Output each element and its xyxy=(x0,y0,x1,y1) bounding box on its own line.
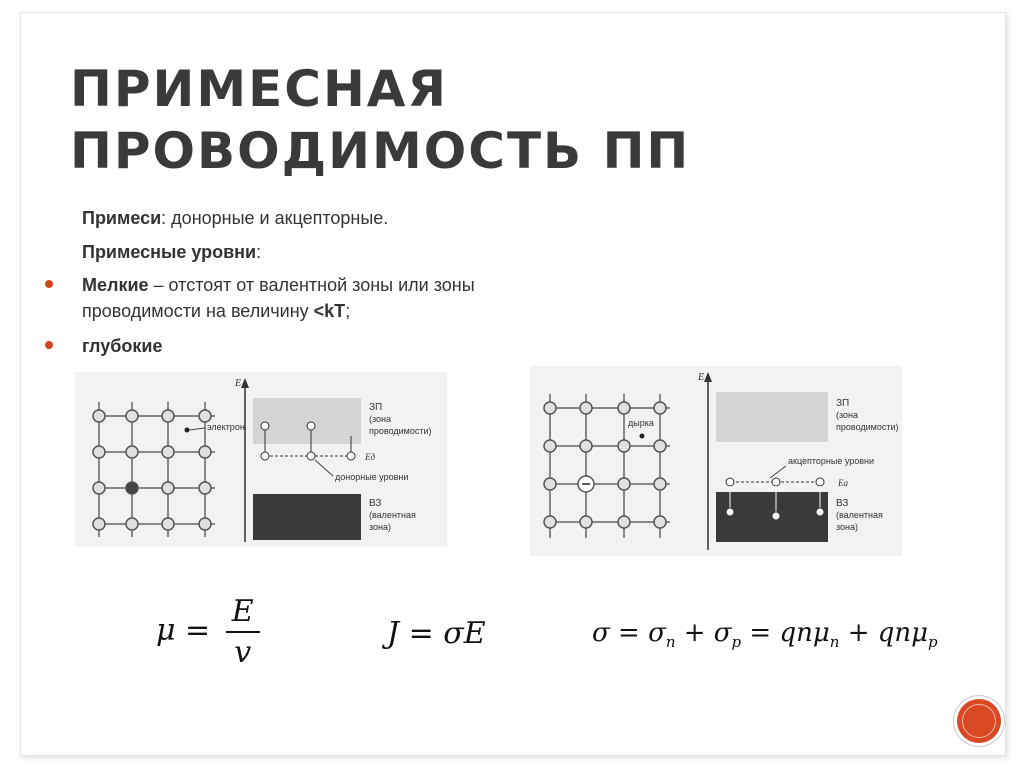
impurity-levels-line xyxy=(82,239,261,265)
shallow-label: Мелкие xyxy=(82,275,149,295)
acceptor-vb-label-3: зона) xyxy=(836,522,859,532)
hole-dot xyxy=(640,434,645,439)
bullet-shallow-cont xyxy=(82,298,350,324)
acceptor-vb-label-2: (валентная xyxy=(836,510,883,520)
shallow-text-b: проводимости на величину xyxy=(82,301,314,321)
acceptor-vb-label-1: ВЗ xyxy=(836,498,849,509)
shallow-tail: ; xyxy=(345,301,351,321)
acceptor-level-label: Eа xyxy=(838,478,848,488)
impurity-levels-colon: : xyxy=(256,242,262,262)
mobility-numerator: E xyxy=(226,594,260,633)
ohm-text: J = σE xyxy=(387,616,486,651)
deep-label: глубокие xyxy=(82,336,163,356)
donor-cb-label-3: проводимости) xyxy=(369,426,432,436)
cond-part4: + qnμ xyxy=(839,618,929,648)
donor-vb-label-2: (валентная xyxy=(369,510,416,520)
slide-badge-icon xyxy=(957,699,1001,743)
acceptor-axis-label: E xyxy=(698,372,705,383)
formula-ohm xyxy=(387,616,486,651)
mobility-fraction xyxy=(226,594,260,670)
bullet-icon xyxy=(45,280,53,288)
donor-vb-label-1: ВЗ xyxy=(369,498,382,509)
donor-diagram xyxy=(75,372,447,547)
impurity-levels-label: Примесные уровни xyxy=(82,242,257,262)
acceptor-cb-label-3: проводимости) xyxy=(836,422,899,432)
formula-mobility xyxy=(156,594,260,670)
donor-axis-label: E xyxy=(235,378,242,389)
donor-levels-label: донорные уровни xyxy=(335,472,409,482)
cond-part3: = qnμ xyxy=(741,618,830,648)
mobility-eq: = xyxy=(175,613,211,648)
shallow-kt: <kT xyxy=(313,301,346,321)
impurities-line xyxy=(82,205,388,231)
donor-atoms xyxy=(93,410,211,530)
electron-label: электрон xyxy=(207,422,245,432)
donor-valence-band xyxy=(253,494,361,540)
cond-sub-n: n xyxy=(665,633,676,652)
formula-conductivity xyxy=(592,618,938,651)
mobility-lhs: μ xyxy=(156,613,176,648)
cond-sub-p: p xyxy=(731,633,742,652)
acceptor-diagram xyxy=(530,366,902,556)
acceptor-cb-label-1: ЗП xyxy=(836,398,850,409)
acceptor-levels-label: акцепторные уровни xyxy=(788,456,875,466)
cond-part2: + σ xyxy=(675,618,732,648)
cond-sub-n2: n xyxy=(829,633,840,652)
donor-cb-label-1: ЗП xyxy=(369,402,383,413)
impurities-text: : донорные и акцепторные. xyxy=(161,208,389,228)
shallow-text-a: – отстоят от валентной зоны или зоны xyxy=(148,275,475,295)
mobility-denominator: v xyxy=(234,635,252,670)
electron-dot xyxy=(185,428,190,433)
acceptor-figure xyxy=(530,366,902,556)
acceptor-conduction-band xyxy=(716,392,828,442)
donor-vb-label-3: зона) xyxy=(369,522,392,532)
cond-part1: σ = σ xyxy=(592,618,666,648)
acceptor-cb-label-2: (зона xyxy=(836,410,859,420)
donor-figure xyxy=(75,372,447,547)
acceptor-lattice xyxy=(544,394,670,538)
donor-level-label: Eд xyxy=(365,452,376,462)
impurities-label: Примеси xyxy=(82,208,162,228)
donor-lattice xyxy=(95,402,215,537)
donor-cb-label-2: (зона xyxy=(369,414,392,424)
donor-conduction-band xyxy=(253,398,361,444)
bullet-icon xyxy=(45,341,53,349)
slide-title: ПРИМЕСНАЯ ПРОВОДИМОСТЬ ПП xyxy=(70,60,691,180)
bullet-shallow xyxy=(82,272,612,298)
cond-sub-p2: p xyxy=(928,633,938,652)
hole-label: дырка xyxy=(628,418,654,428)
bullet-deep xyxy=(82,333,162,359)
